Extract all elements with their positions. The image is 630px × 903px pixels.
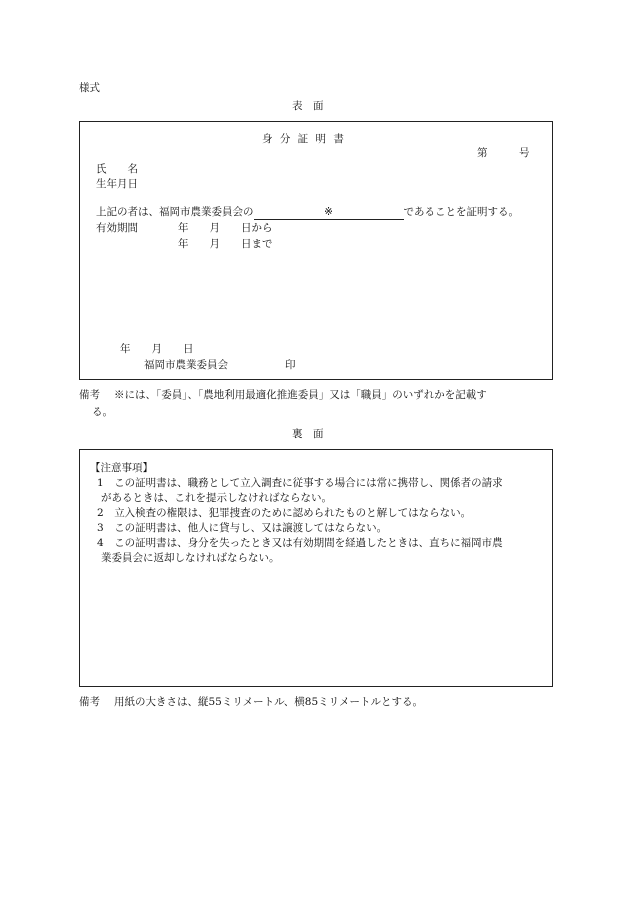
note-1: 1 この証明書は、職務として立入調査に従事する場合には常に携帯し、関係者の請求	[97, 477, 503, 489]
certificate-title: 身 分 証 明 書	[262, 133, 346, 145]
note-4-continued: 業委員会に返却しなければならない。	[101, 552, 280, 564]
front-remark-line2: る。	[92, 406, 113, 418]
front-remark-label: 備考	[79, 389, 100, 401]
validity-to: 年 月 日まで	[178, 238, 273, 250]
certification-prefix: 上記の者は、福岡市農業委員会の	[96, 206, 254, 218]
position-blank: ※	[254, 206, 404, 220]
seal-mark: 印	[285, 359, 296, 371]
validity-label: 有効期間	[96, 222, 138, 234]
certification-statement	[96, 206, 519, 220]
certificate-number: 第 号	[477, 147, 530, 159]
notes-title: 【注意事項】	[90, 462, 153, 474]
front-card	[79, 121, 553, 380]
front-remark-line1: ※には、「委員」、「農地利用最適化推進委員」又は「職員」のいずれかを記載す	[114, 389, 487, 401]
form-label: 様式	[79, 82, 100, 94]
issuer-name: 福岡市農業委員会	[144, 359, 228, 371]
note-4: 4 この証明書は、身分を失ったとき又は有効期間を経過したときは、直ちに福岡市農	[97, 537, 503, 549]
validity-from: 年 月 日から	[178, 222, 273, 234]
back-remark-label: 備考	[79, 696, 100, 708]
back-remark-text: 用紙の大きさは、縦55ミリメートル、横85ミリメートルとする。	[114, 696, 423, 708]
note-3: 3 この証明書は、他人に貸与し、又は譲渡してはならない。	[97, 522, 388, 534]
note-2: 2 立入検査の権限は、犯罪捜査のために認められたものと解してはならない。	[97, 507, 472, 519]
certification-suffix: であることを証明する。	[403, 206, 519, 218]
front-heading: 表 面	[292, 100, 324, 112]
back-heading: 裏 面	[292, 428, 324, 440]
note-1-continued: があるときは、これを提示しなければならない。	[101, 492, 332, 504]
notes-list	[97, 476, 503, 566]
name-label: 氏 名	[96, 163, 138, 175]
issue-date: 年 月 日	[120, 343, 194, 355]
birthdate-label: 生年月日	[96, 178, 138, 190]
